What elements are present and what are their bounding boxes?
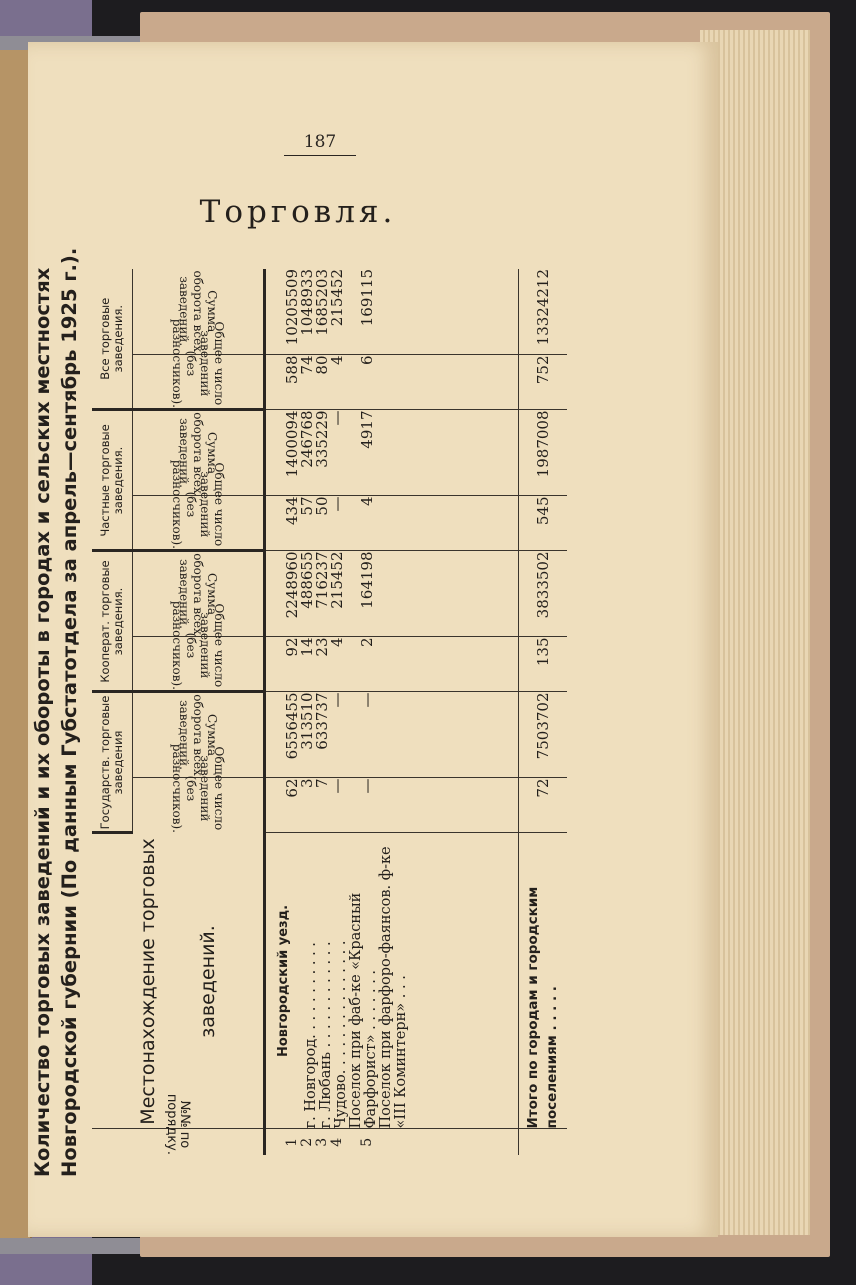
book-page xyxy=(28,42,718,1237)
private-count-values: 434 57 50 — 4 xyxy=(265,496,519,551)
total-coop-sum: 3833502 xyxy=(519,551,568,637)
group-header-all: Все торговые заведения. xyxy=(92,269,133,410)
subheader-sum: Сумма оборота всех заведений. xyxy=(133,269,265,355)
locations xyxy=(265,833,519,1129)
table-row xyxy=(265,269,519,1155)
total-private-sum: 1987008 xyxy=(519,410,568,496)
private-sum-values: 1400094 246768 335229 — 4917 xyxy=(265,410,519,496)
location-name: Поселок при фаб-ке «Красный Фарфорист» . . . . . . . xyxy=(348,892,379,1129)
page-title: Торговля. xyxy=(199,194,397,230)
all-count-values: 588 74 80 4 6 xyxy=(265,355,519,410)
total-coop-count: 135 xyxy=(519,637,568,692)
subheader-sum: Сумма оборота всех заведений. xyxy=(133,410,265,496)
state-count-values: 62 3 7 — — xyxy=(265,778,519,833)
subheader-count: Общее число заведений (без разносчиков). xyxy=(133,496,265,551)
row-numbers: 1 2 3 4 5 xyxy=(284,1137,375,1147)
table-heading-line-1: Количество торговых заведений и их обороты в городах и сельских местностях xyxy=(31,267,54,1177)
column-header-row-number: №№ по порядку. xyxy=(92,1129,265,1155)
all-sum-values: 10205509 1048933 1685203 215452 169115 xyxy=(265,269,519,355)
total-state-sum: 7503702 xyxy=(519,692,568,778)
state-sum-values: 6556455 313510 633737 — — xyxy=(265,692,519,778)
total-state-count: 72 xyxy=(519,778,568,833)
location-name: г. Любань . . . . . . . . . . . . xyxy=(318,941,334,1129)
rotated-table-block xyxy=(28,247,568,1177)
subheader-sum: Сумма оборота всех заведений. xyxy=(133,692,265,778)
group-header-cooperative: Кооперат. торговые заведения. xyxy=(92,551,133,692)
total-label: Итого по городам и городским поселениям . . . . . xyxy=(519,833,568,1129)
total-private-count: 545 xyxy=(519,496,568,551)
binding-strip-bottom xyxy=(0,1238,150,1254)
subheader-sum: Сумма оборота всех заведений. xyxy=(133,551,265,637)
location-name: Чудово. . . . . . . . . . . . . . . xyxy=(333,940,349,1129)
coop-sum-values: 2248960 488655 716237 215452 164198 xyxy=(265,551,519,637)
subheader-count: Общее число заведений (без разносчиков). xyxy=(133,355,265,410)
subheader-count: Общее число заведений (без разносчиков). xyxy=(133,778,265,833)
location-name: г. Новгород. . . . . . . . . . . xyxy=(303,942,319,1129)
total-all-sum: 13324212 xyxy=(519,269,568,355)
group-header-state: Государств. торговые заведения xyxy=(92,692,133,833)
location-name: Поселок при фарфоро-фаянсов. ф-ке «III Коминтерн» . . . xyxy=(378,846,409,1129)
column-header-location: Местонахождение торговых заведений. xyxy=(92,833,265,1129)
coop-count-values: 92 14 23 4 2 xyxy=(265,637,519,692)
table-heading-line-2: Новгородской губернии (По данным Губстатотдела за апрель—сентябрь 1925 г.). xyxy=(58,247,81,1177)
trade-statistics-table xyxy=(92,269,567,1155)
district-label: Новгородский уезд. xyxy=(276,904,291,1058)
subheader-count: Общее число заведений (без разносчиков). xyxy=(133,637,265,692)
total-all-count: 752 xyxy=(519,355,568,410)
table-total-row xyxy=(519,269,568,1155)
group-header-private: Частные торговые заведения. xyxy=(92,410,133,551)
page-number: 187 xyxy=(284,132,356,156)
